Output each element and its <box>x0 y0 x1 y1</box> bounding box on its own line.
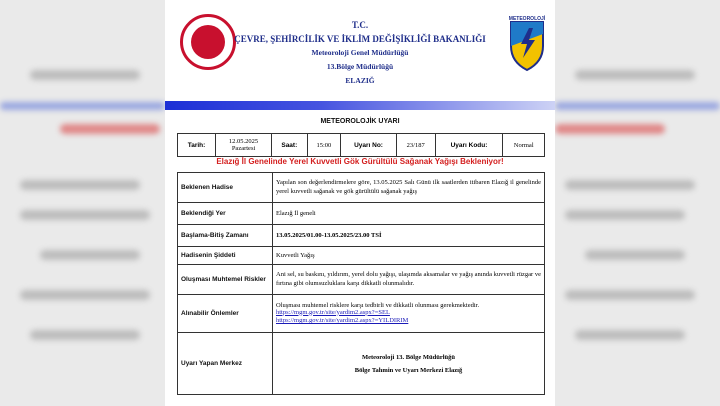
expected-place-value: Elazığ İl geneli <box>273 203 545 225</box>
date-cell <box>216 134 272 157</box>
day-value: Pazartesi <box>231 145 256 152</box>
warning-details-table <box>177 172 545 395</box>
warning-title: METEOROLOJİK UYARI <box>320 118 400 125</box>
risks-value: Ani sel, su baskını, yıldırım, yerel dolu yağışı, ulaşımda aksamalar ve yağış anında kuvvetli rüzgar ve fırtına gibi olumsuzluklara karşı dikkatli olunmalıdır. <box>273 265 545 295</box>
date-value: 12.05.2025 <box>228 137 259 145</box>
warning-document <box>165 0 555 406</box>
document-header <box>165 0 555 100</box>
period-value: 13.05.2025/01.00-13.05.2025/23.00 TSİ <box>273 225 545 247</box>
svg-text:METEOROLOJİ: METEOROLOJİ <box>508 16 546 22</box>
code-value: Normal <box>503 134 545 157</box>
lightning-info-link[interactable]: https://mgm.gov.tr/site/yardim2.aspx?=YILDIRIM <box>276 317 409 324</box>
date-label: Tarih: <box>178 134 216 157</box>
measures-cell <box>273 295 545 333</box>
time-label: Saat: <box>272 134 307 157</box>
header-ministry: ÇEVRE, ŞEHİRCİLİK VE İKLİM DEĞİŞİKLİĞİ BAKANLIĞI <box>234 34 486 44</box>
number-value: 23/187 <box>396 134 435 157</box>
blurred-background-left <box>0 0 165 406</box>
warning-headline: Elazığ İl Genelinde Yerel Kuvvetli Gök Gürültülü Sağanak Yağışı Bekleniyor! <box>216 157 504 166</box>
issuing-center-line2: Bölge Tahmin ve Uyarı Merkezi Elazığ <box>354 366 463 374</box>
expected-place-label: Beklendiği Yer <box>178 203 273 225</box>
expected-event-value: Yapılan son değerlendirmelere göre, 13.05.2025 Salı Günü ilk saatlerden itibaren Elazığ il genelinde yerel kuvvetli sağanak ve gök gürültülü sağanak yağış <box>273 173 545 203</box>
severity-label: Hadisenin Şiddeti <box>178 247 273 265</box>
expected-event-label: Beklenen Hadise <box>178 173 273 203</box>
issuing-center-line1: Meteoroloji 13. Bölge Müdürlüğü <box>361 353 456 361</box>
measures-label: Alınabilir Önlemler <box>178 295 273 333</box>
header-line-tc: T.C. <box>351 20 369 30</box>
flood-info-link[interactable]: https://mgm.gov.tr/site/yardim2.aspx?=SEL <box>276 308 390 316</box>
header-city: ELAZIĞ <box>345 76 375 85</box>
risks-label: Oluşması Muhtemel Riskler <box>178 265 273 295</box>
header-divider-bar <box>165 101 555 110</box>
code-label: Uyarı Kodu: <box>435 134 503 157</box>
blurred-background-right <box>555 0 720 406</box>
severity-value: Kuvvetli Yağış <box>273 247 545 265</box>
issuing-center-label: Uyarı Yapan Merkez <box>178 333 273 395</box>
header-directorate: Meteoroloji Genel Müdürlüğü <box>311 48 409 57</box>
warning-meta-table <box>177 133 545 157</box>
time-value: 15:00 <box>307 134 341 157</box>
measures-value: Oluşması muhtemel risklere karşı tedbirli ve dikkatli olunması gerekmektedir. <box>276 301 480 309</box>
meteorology-logo-icon <box>507 14 547 72</box>
issuing-center-cell <box>273 333 545 395</box>
header-region: 13.Bölge Müdürlüğü <box>326 62 394 71</box>
period-label: Başlama-Bitiş Zamanı <box>178 225 273 247</box>
number-label: Uyarı No: <box>341 134 397 157</box>
